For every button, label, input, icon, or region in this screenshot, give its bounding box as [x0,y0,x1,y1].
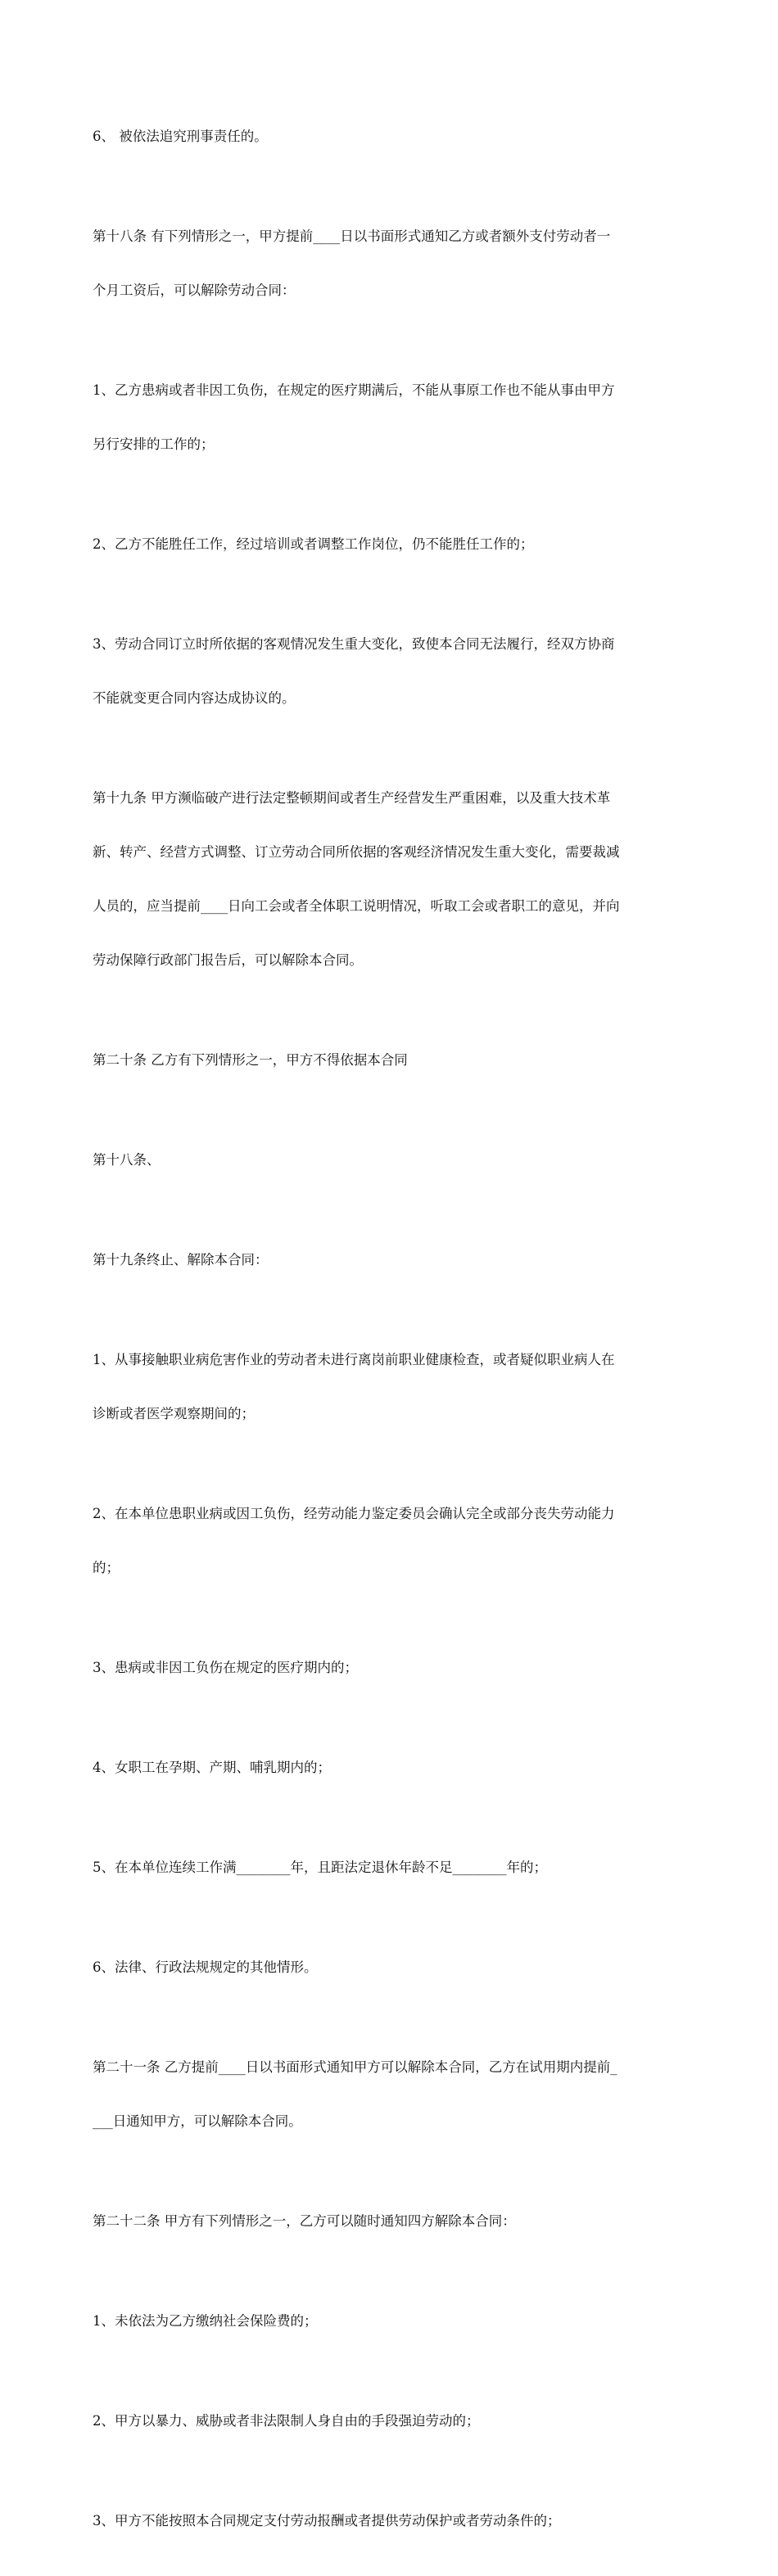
text-line: 1、未依法为乙方缴纳社会保险费的； [93,2313,318,2329]
paragraph [93,1115,684,1205]
text-line: 6、 被依法追究刑事责任的。 [93,129,268,144]
paragraph [93,1823,684,1913]
paragraph [93,1623,684,1713]
text-line: 第二十二条 甲方有下列情形之一，乙方可以随时通知四方解除本合同： [93,2213,516,2229]
text-line: 4、女职工在孕期、产期、哺乳期内的； [93,1760,331,1775]
text-line: 不能就变更合同内容达成协议的。 [93,690,296,706]
paragraph [93,92,684,182]
paragraph [93,1315,684,1459]
paragraph [93,1469,684,1613]
text-line: 第十八条、 [93,1152,161,1168]
paragraph [93,1015,684,1105]
text-line: 3、患病或非因工负伤在规定的医疗期内的； [93,1660,358,1675]
text-line: ___日通知甲方，可以解除本合同。 [93,2113,302,2129]
text-line: 第十九条终止、解除本合同： [93,1252,269,1268]
text-line: 个月工资后，可以解除劳动合同： [93,282,296,298]
text-line: 2、在本单位患职业病或因工负伤，经劳动能力鉴定委员会确认完全或部分丧失劳动能力 [93,1506,615,1521]
text-line: 第二十一条 乙方提前____日以书面形式通知甲方可以解除本合同，乙方在试用期内提前_ [93,2059,617,2075]
text-line: 3、劳动合同订立时所依据的客观情况发生重大变化，致使本合同无法履行，经双方协商 [93,636,615,652]
document-page [93,92,684,2576]
paragraph [93,1723,684,1813]
text-line: 的； [93,1560,120,1575]
paragraph [93,1215,684,1305]
paragraph [93,1923,684,2013]
text-line: 人员的，应当提前____日向工会或者全体职工说明情况，听取工会或者职工的意见，并向 [93,898,620,914]
paragraph [93,2376,684,2466]
text-line: 第二十条 乙方有下列情形之一，甲方不得依据本合同 [93,1052,408,1068]
paragraph [93,2476,684,2566]
text-line: 另行安排的工作的； [93,436,215,452]
text-line: 第十九条 甲方濒临破产进行法定整顿期间或者生产经营发生严重困难，以及重大技术革 [93,790,611,806]
text-line: 诊断或者医学观察期间的； [93,1406,255,1421]
paragraph [93,499,684,590]
paragraph [93,346,684,490]
text-line: 3、甲方不能按照本合同规定支付劳动报酬或者提供劳动保护或者劳动条件的； [93,2513,561,2529]
paragraph [93,2176,684,2266]
text-line: 2、乙方不能胜任工作，经过培训或者调整工作岗位，仍不能胜任工作的； [93,536,534,552]
text-line: 6、法律、行政法规规定的其他情形。 [93,1959,318,1975]
paragraph [93,2276,684,2366]
text-line: 1、从事接触职业病危害作业的劳动者未进行离岗前职业健康检查，或者疑似职业病人在 [93,1352,615,1367]
text-line: 新、转产、经营方式调整、订立劳动合同所依据的客观经济情况发生重大变化，需要裁减 [93,844,620,860]
text-line: 2、甲方以暴力、威胁或者非法限制人身自由的手段强迫劳动的； [93,2413,480,2429]
text-line: 1、乙方患病或者非因工负伤，在规定的医疗期满后，不能从事原工作也不能从事由甲方 [93,382,615,398]
text-line: 第十八条 有下列情形之一，甲方提前____日以书面形式通知乙方或者额外支付劳动者一 [93,228,611,244]
paragraph [93,753,684,1006]
text-line: 劳动保障行政部门报告后，可以解除本合同。 [93,952,363,968]
paragraph [93,599,684,743]
text-line: 5、在本单位连续工作满________年，且距法定退休年龄不足________年的； [93,1860,547,1875]
paragraph [93,2022,684,2167]
paragraph [93,192,684,336]
